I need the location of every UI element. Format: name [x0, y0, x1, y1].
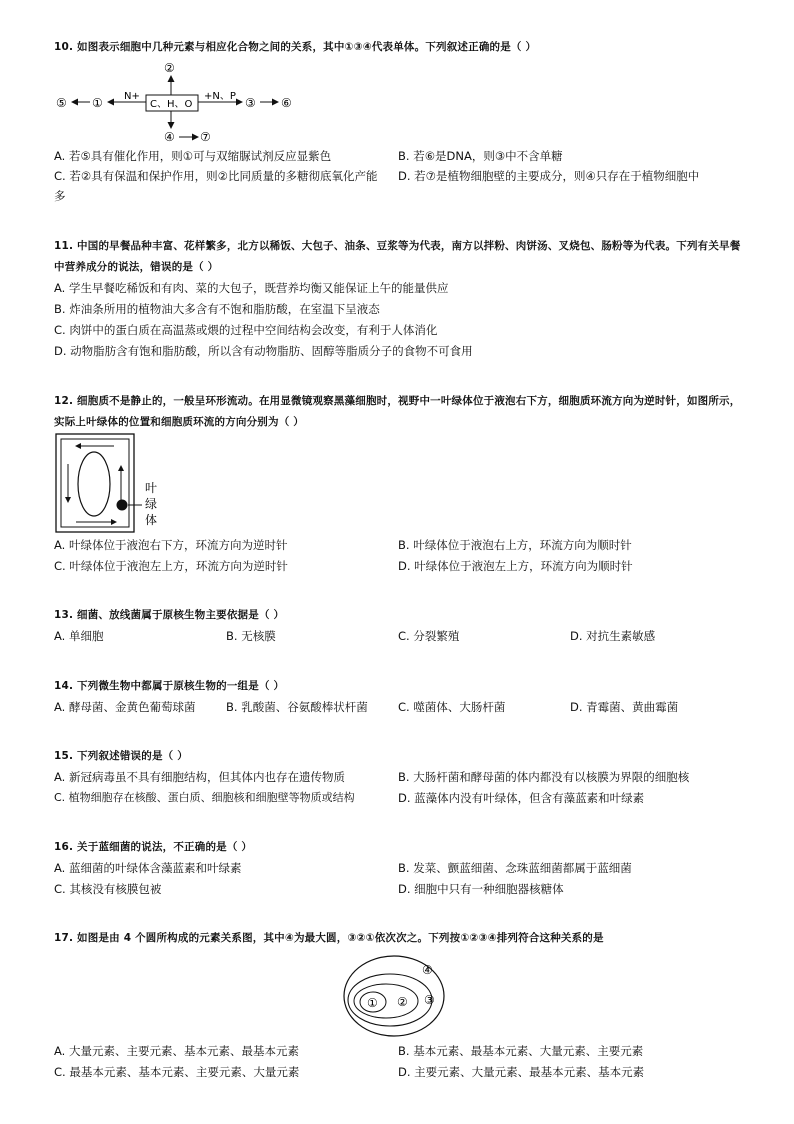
q12-cell-diagram — [54, 432, 174, 536]
q12-vacuole — [78, 452, 110, 516]
q12-label-3: 体 — [145, 513, 158, 527]
q14-stem: 14. 下列微生物中都属于原核生物的一组是（ ） — [54, 680, 285, 692]
svg-text:④: ④ — [422, 963, 433, 977]
q13-option-a[interactable]: A. 单细胞 — [54, 629, 104, 643]
q13-option-b[interactable]: B. 无核膜 — [226, 629, 276, 643]
q12-stem: 12. 细胞质不是静止的，一般呈环形流动。在用显微镜观察黑藻细胞时，视野中一叶绿体位于液泡右下方，细胞质环流方向为逆时针，如图所示，实际上叶绿体的位置和细胞质环流的方向分别为（ ） — [54, 395, 741, 428]
q11-option-d[interactable]: D. 动物脂肪含有饱和脂肪酸，所以含有动物脂肪、固醇等脂质分子的食物不可食用 — [54, 344, 473, 358]
q16-option-d[interactable]: D. 细胞中只有一种细胞器核糖体 — [398, 882, 564, 896]
q13-option-d[interactable]: D. 对抗生素敏感 — [570, 629, 656, 643]
q10-node-4: ④ — [164, 130, 175, 144]
q17-option-c[interactable]: C. 最基本元素、基本元素、主要元素、大量元素 — [54, 1065, 300, 1079]
q12-option-a[interactable]: A. 叶绿体位于液泡右下方，环流方向为逆时针 — [54, 538, 288, 552]
q10-left-label: N+ — [124, 91, 140, 102]
q12-option-b[interactable]: B. 叶绿体位于液泡右上方，环流方向为顺时针 — [398, 538, 632, 552]
q17-option-d[interactable]: D. 主要元素、大量元素、最基本元素、基本元素 — [398, 1065, 645, 1079]
svg-text:③: ③ — [424, 993, 435, 1007]
svg-text:①: ① — [367, 996, 378, 1010]
q12-chloroplast — [117, 500, 128, 511]
q12-option-d[interactable]: D. 叶绿体位于液泡左上方，环流方向为顺时针 — [398, 559, 633, 573]
q10-node-1: ① — [92, 96, 103, 110]
q14-option-d[interactable]: D. 青霉菌、黄曲霉菌 — [570, 700, 679, 714]
q16-option-b[interactable]: B. 发菜、颤蓝细菌、念珠蓝细菌都属于蓝细菌 — [398, 861, 632, 875]
q16-stem: 16. 关于蓝细菌的说法，不正确的是（ ） — [54, 841, 253, 853]
q14-option-c[interactable]: C. 噬菌体、大肠杆菌 — [398, 700, 506, 714]
q14-option-a[interactable]: A. 酵母菌、金黄色葡萄球菌 — [54, 700, 196, 714]
q11-option-c[interactable]: C. 肉饼中的蛋白质在高温蒸或煨的过程中空间结构会改变，有利于人体消化 — [54, 323, 438, 337]
q10-node-6: ⑥ — [281, 96, 292, 110]
q11-stem: 11. 中国的早餐品种丰富、花样繁多，北方以稀饭、大包子、油条、豆浆等为代表，南方以拌粉、肉饼汤、叉烧包、肠粉等为代表。下列有关早餐中营养成分的说法，错误的是（ ） — [54, 240, 741, 273]
q15-option-d[interactable]: D. 蓝藻体内没有叶绿体，但含有藻蓝素和叶绿素 — [398, 791, 645, 805]
q10-right-label: +N、P — [204, 91, 236, 102]
q16-option-a[interactable]: A. 蓝细菌的叶绿体含藻蓝素和叶绿素 — [54, 861, 242, 875]
q10-stem: 10. 如图表示细胞中几种元素与相应化合物之间的关系，其中①③④代表单体。下列叙述正确的是（ ） — [54, 41, 537, 53]
q15-stem: 15. 下列叙述错误的是（ ） — [54, 750, 188, 762]
q10-node-7: ⑦ — [200, 130, 211, 144]
q15-option-a[interactable]: A. 新冠病毒虽不具有细胞结构，但其体内也存在遗传物质 — [54, 770, 345, 784]
q11-option-a[interactable]: A. 学生早餐吃稀饭和有肉、菜的大包子，既营养均衡又能保证上午的能量供应 — [54, 281, 449, 295]
q10-option-a[interactable]: A. 若⑤具有催化作用，则①可与双缩脲试剂反应显紫色 — [54, 149, 332, 163]
q12-label-2: 绿 — [145, 497, 158, 511]
q12-option-c[interactable]: C. 叶绿体位于液泡左上方，环流方向为逆时针 — [54, 559, 288, 573]
svg-text:②: ② — [397, 995, 408, 1009]
q12-label-1: 叶 — [145, 481, 158, 495]
q17-option-b[interactable]: B. 基本元素、最基本元素、大量元素、主要元素 — [398, 1044, 644, 1058]
q10-node-5: ⑤ — [56, 96, 67, 110]
q15-option-c[interactable]: C. 植物细胞存在核酸、蛋白质、细胞核和细胞壁等物质或结构 — [54, 791, 355, 804]
q14-option-b[interactable]: B. 乳酸菌、谷氨酸棒状杆菌 — [226, 700, 368, 714]
q10-center-label: C、H、O — [150, 99, 193, 110]
q10-node-2: ② — [164, 61, 175, 75]
q13-stem: 13. 细菌、放线菌属于原核生物主要依据是（ ） — [54, 609, 285, 621]
q10-option-b[interactable]: B. 若⑥是DNA，则③中不含单糖 — [398, 149, 563, 163]
q10-diagram — [52, 60, 312, 146]
q10-node-3: ③ — [245, 96, 256, 110]
q16-option-c[interactable]: C. 其核没有核膜包被 — [54, 882, 162, 896]
q17-circle-diagram — [340, 952, 450, 1040]
q13-option-c[interactable]: C. 分裂繁殖 — [398, 629, 460, 643]
q17-option-a[interactable]: A. 大量元素、主要元素、基本元素、最基本元素 — [54, 1044, 299, 1058]
q15-option-b[interactable]: B. 大肠杆菌和酵母菌的体内都没有以核膜为界限的细胞核 — [398, 770, 690, 784]
q17-stem: 17. 如图是由 4 个圆所构成的元素关系图，其中④为最大圆，③②①依次次之。下列按①②③④排列符合这种关系的是 — [54, 932, 604, 944]
q10-option-c[interactable]: C. 若②具有保温和保护作用，则②比同质量的多糖彻底氧化产能多 — [54, 169, 378, 203]
q10-option-d[interactable]: D. 若⑦是植物细胞壁的主要成分，则④只存在于植物细胞中 — [398, 169, 700, 183]
q11-option-b[interactable]: B. 炸油条所用的植物油大多含有不饱和脂肪酸，在室温下呈液态 — [54, 302, 380, 316]
